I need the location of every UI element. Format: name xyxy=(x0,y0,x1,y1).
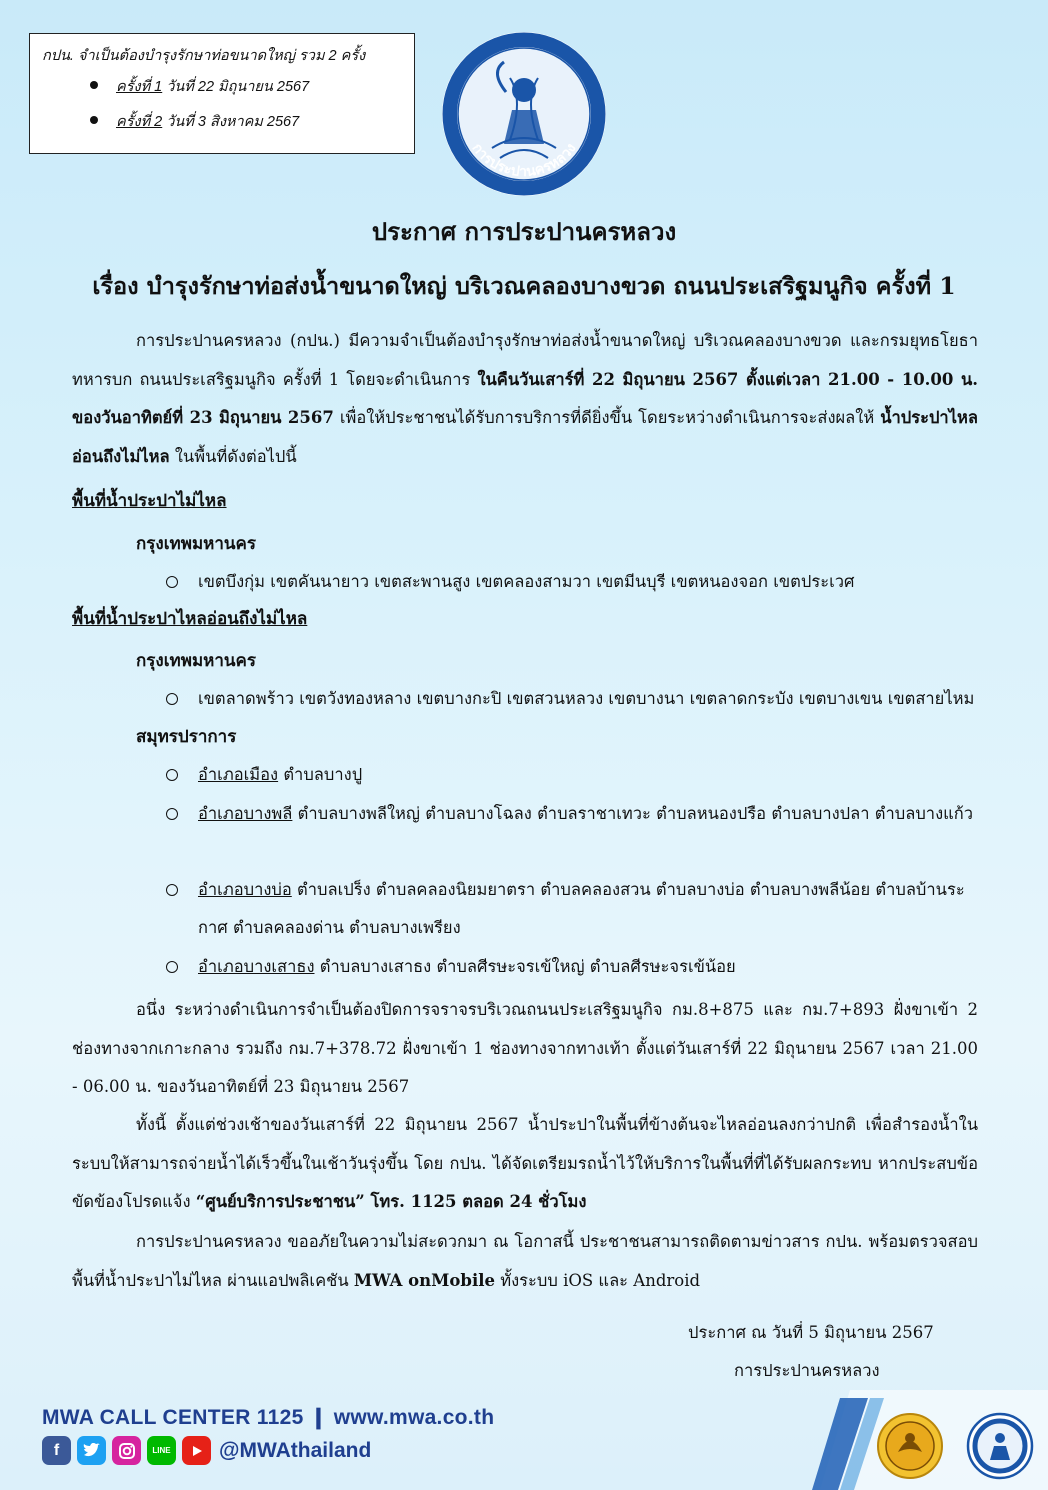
no-water-province: กรุงเทพมหานคร xyxy=(136,534,257,554)
hollow-bullet-icon xyxy=(166,961,178,973)
intro-text: การประปานครหลวง (กปน.) มีความจำเป็นต้องบำรุงรักษาท่อส่งน้ำขนาดใหญ่ บริเวณคลองบางขวด และกรมยุทธโยธาทหารบก ถนนประเสริฐมนูกิจ ครั้งที่ 1 โดยจะดำเนินการ xyxy=(72,331,978,389)
sign-date: ประกาศ ณ วันที่ 5 มิถุนายน 2567 xyxy=(688,1323,934,1342)
amphoe-name: อำเภอบางบ่อ xyxy=(198,880,292,899)
amphoe-name: อำเภอบางเสาธง xyxy=(198,957,315,976)
hollow-bullet-icon xyxy=(166,808,178,820)
no-water-districts xyxy=(166,563,978,601)
social-handle[interactable]: @MWAthailand xyxy=(219,1438,372,1462)
hollow-bullet-icon xyxy=(166,576,178,588)
app-name: MWA onMobile xyxy=(353,1270,495,1290)
announcement-title: ประกาศ การประปานครหลวง xyxy=(371,217,677,246)
notice-list xyxy=(42,75,402,133)
mwa-seal-logo xyxy=(440,30,608,198)
apology-paragraph xyxy=(72,1223,978,1300)
notice-item-date: วันที่ 3 สิงหาคม 2567 xyxy=(162,114,300,130)
notice-item-label: ครั้งที่ 2 xyxy=(116,114,163,130)
hollow-bullet-icon xyxy=(166,769,178,781)
amphoe-item xyxy=(166,756,978,794)
low-water-province-spk: สมุทรปราการ xyxy=(136,727,237,747)
low-water-province-bkk: กรุงเทพมหานคร xyxy=(136,651,257,671)
amphoe-name: อำเภอบางพลี xyxy=(198,804,293,823)
traffic-paragraph xyxy=(72,991,978,1107)
garuda-emblem-logo xyxy=(876,1412,944,1480)
twitter-icon[interactable] xyxy=(77,1436,106,1465)
instagram-icon[interactable] xyxy=(112,1436,141,1465)
intro-text-2: เพื่อให้ประชาชนได้รับการบริการที่ดียิ่งขึ้น โดยระหว่างดำเนินการจะส่งผลให้ xyxy=(333,408,881,427)
traffic-text: อนึ่ง ระหว่างดำเนินการจำเป็นต้องปิดการจราจรบริเวณถนนประเสริฐมนูกิจ กม.8+875 และ กม.7+893 ฝั่งขาเข้า 2 ช่องทางจากเกาะกลาง รวมถึง กม.7+378.72 ฝั่งขาเข้า 1 ช่องทางจากทางเท้า ตั้งแต่วันเสาร์ที่ 22 มิถุนายน 2567 เวลา 21.00 - 06.00 น. ของวันอาทิตย์ที่ 23 มิถุนายน 2567 xyxy=(72,1000,978,1096)
hollow-bullet-icon xyxy=(166,884,178,896)
amphoe-item xyxy=(166,871,978,947)
notice-box xyxy=(29,33,415,154)
announcement-subject: เรื่อง บำรุงรักษาท่อส่งน้ำขนาดใหญ่ บริเวณคลองบางขวด ถนนประเสริฐมนูกิจ ครั้งที่ 1 xyxy=(92,272,956,300)
district-list: เขตบึงกุ่ม เขตคันนายาว เขตสะพานสูง เขตคลองสามวา เขตมีนบุรี เขตหนองจอก เขตประเวศ xyxy=(198,572,855,591)
tambon-list: ตำบลบางพลีใหญ่ ตำบลบางโฉลง ตำบลราชาเทวะ ตำบลหนองปรือ ตำบลบางปลา ตำบลบางแก้ว xyxy=(292,804,974,823)
youtube-icon[interactable] xyxy=(182,1436,211,1465)
amphoe-name: อำเภอเมือง xyxy=(198,765,279,784)
intro-effect: น้ำประปาไหลอ่อนถึงไม่ไหล xyxy=(72,408,978,466)
low-water-heading: พื้นที่น้ำประปาไหลอ่อนถึงไม่ไหล xyxy=(72,609,308,629)
line-icon[interactable]: LINE xyxy=(147,1436,176,1465)
seal-text: การประปานครหลวง xyxy=(468,140,580,181)
sign-org: การประปานครหลวง xyxy=(734,1361,880,1380)
district-list: เขตลาดพร้าว เขตวังทองหลาง เขตบางกะปิ เขตสวนหลวง เขตบางนา เขตลาดกระบัง เขตบางเขน เขตสายไหม xyxy=(198,689,975,708)
notice-item xyxy=(42,75,402,98)
tambon-list: ตำบลบางปู xyxy=(278,765,363,784)
amphoe-item xyxy=(166,948,978,986)
notice-item-date: วันที่ 22 มิถุนายน 2567 xyxy=(162,79,310,95)
preparation-text: ทั้งนี้ ตั้งแต่ช่วงเช้าของวันเสาร์ที่ 22 มิถุนายน 2567 น้ำประปาในพื้นที่ข้างต้นจะไหลอ่อนลงกว่าปกติ เพื่อสำรองน้ำในระบบให้สามารถจ่ายน้ำได้เร็วขึ้นในเช้าวันรุ่งขึ้น โดย กปน. ได้จัดเตรียมรถน้ำไว้ให้บริการในพื้นที่ที่ได้รับผลกระทบ หากประสบข้อขัดข้องโปรดแจ้ง xyxy=(72,1115,978,1211)
tambon-list: ตำบลบางเสาธง ตำบลศีรษะจรเข้ใหญ่ ตำบลศีรษะจรเข้น้อย xyxy=(314,957,736,976)
apology-text: การประปานครหลวง ขออภัยในความไม่สะดวกมา ณ โอกาสนี้ ประชาชนสามารถติดตามข่าวสาร กปน. พร้อมตรวจสอบพื้นที่น้ำประปาไม่ไหล ผ่านแอปพลิเคชัน xyxy=(72,1232,978,1290)
facebook-icon[interactable]: f xyxy=(42,1436,71,1465)
amphoe-item xyxy=(166,795,978,833)
low-water-districts xyxy=(166,680,978,718)
intro-text-3: ในพื้นที่ดังต่อไปนี้ xyxy=(169,446,297,466)
call-center-text: MWA CALL CENTER 1125 ❙ www.mwa.co.th xyxy=(42,1406,495,1429)
apology-tail: ทั้งระบบ iOS และ Android xyxy=(494,1270,701,1290)
intro-schedule: ในคืนวันเสาร์ที่ 22 มิถุนายน 2567 ตั้งแต่เวลา 21.00 - 10.00 น. ของวันอาทิตย์ที่ 23 มิถุนายน 2567 xyxy=(72,369,978,427)
preparation-paragraph xyxy=(72,1106,978,1222)
notice-item xyxy=(42,110,402,133)
notice-title: กปน. จำเป็นต้องบำรุงรักษาท่อขนาดใหญ่ รวม 2 ครั้ง xyxy=(42,48,366,64)
social-links xyxy=(42,1436,371,1465)
notice-item-label: ครั้งที่ 1 xyxy=(116,79,163,95)
hollow-bullet-icon xyxy=(166,693,178,705)
mwa-seal-small-logo xyxy=(966,1412,1034,1480)
no-water-heading: พื้นที่น้ำประปาไม่ไหล xyxy=(72,491,227,511)
intro-paragraph xyxy=(72,322,978,476)
hotline-text: “ศูนย์บริการประชาชน” โทร. 1125 ตลอด 24 ชั่วโมง xyxy=(195,1192,587,1211)
tambon-list: ตำบลเปร็ง ตำบลคลองนิยมยาตรา ตำบลคลองสวน ตำบลบางบ่อ ตำบลบางพลีน้อย ตำบลบ้านระกาศ ตำบลคลองด่าน ตำบลบางเพรียง xyxy=(198,880,965,937)
